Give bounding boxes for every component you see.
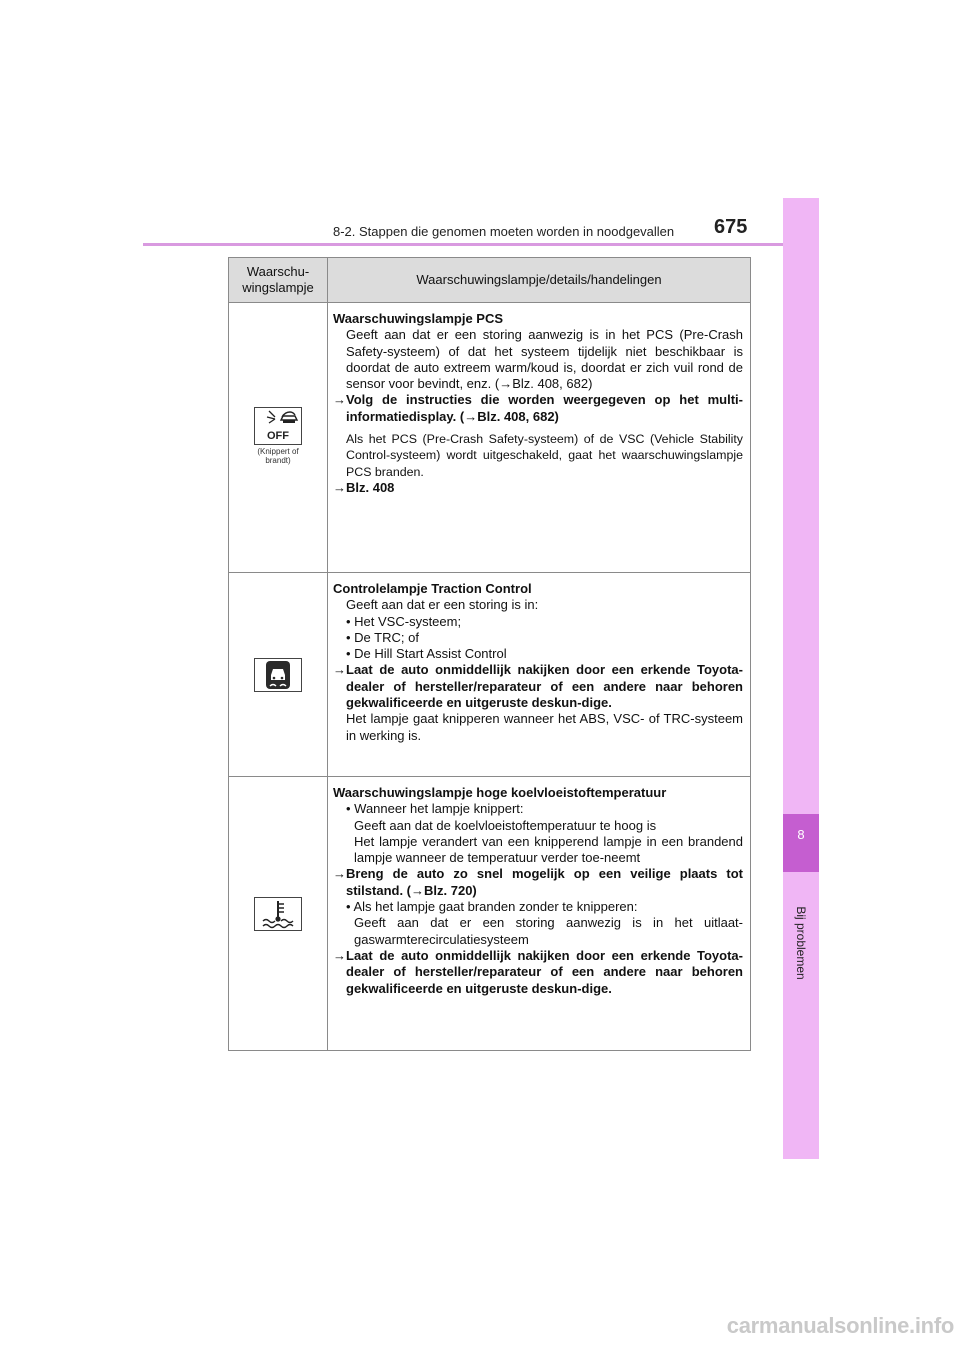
arrow-icon: → [333,479,346,495]
page-number: 675 [714,216,748,238]
arrow-icon: → [333,866,346,882]
note-reference-text: Blz. 408 [346,479,395,495]
header-divider [143,243,819,246]
lamp-note: Als het PCS (Pre-Crash Safety-systeem) of de VSC (Vehicle Stability Control-systeem) wordt uitgeschakeld, gaat het waarschuwingslampje PCS branden. [346,432,743,479]
lamp-description: Geeft aan dat er een storing aanwezig is in het uitlaat-gaswarmterecirculatiesysteem [354,915,743,947]
lamp-title: Controlelampje Traction Control [333,581,532,596]
warning-lamp-table [228,257,751,1051]
lamp-cell [229,303,328,573]
details-cell [328,303,751,573]
arrow-icon: → [333,662,346,678]
pcs-off-icon [254,407,302,445]
pcs-off-label: OFF [267,430,289,442]
list-item: • Als het lampje gaat branden zonder te knipperen: [346,899,638,915]
section-title: 8-2. Stappen die genomen moeten worden in noodgevallen [333,224,675,239]
table-row [229,777,751,1051]
lamp-title: Waarschuwingslampje PCS [333,311,504,326]
action-instruction [333,948,743,997]
details-cell [328,573,751,777]
lamp-description: Geeft aan dat er een storing aanwezig is in het PCS (Pre-Crash Safety-systeem) of dat het systeem tijdelijk niet beschikbaar is doordat de auto extreem warm/koud is, doordat er zich vuil rond de sensor voor bevindt, enz. (→Blz. 408, 682) [346,327,743,392]
list-item: • Wanneer het lampje knippert: [346,801,524,817]
action-text: Laat de auto onmiddellijk nakijken door een erkende Toyota-dealer of hersteller/reparateur of een andere naar behoren gekwalificeerde en uitgeruste deskun-dige. [346,947,743,996]
action-instruction [333,392,743,425]
table-row [229,573,751,777]
watermark: carmanualsonline.info [726,1313,954,1338]
chapter-number-box [783,814,819,872]
lamp-cell [229,777,328,1051]
lamp-cell [229,573,328,777]
coolant-temperature-icon [254,897,302,931]
action-instruction [333,866,743,899]
column-header-lamp: Waarschu- wingslampje [229,258,328,303]
lamp-description: Geeft aan dat de koelvloeistoftemperatuur te hoog is [354,817,657,833]
column-header-details: Waarschuwingslampje/details/handelingen [328,258,751,303]
action-text: Breng de auto zo snel mogelijk op een veilige plaats tot stilstand. (→Blz. 720) [346,866,743,898]
list-item: • Het VSC-systeem; [346,613,462,629]
lamp-caption: (Knippert of brandt) [257,447,299,465]
action-text: Volg de instructies die worden weergegeven op het multi-informatiedisplay. (→Blz. 408, 682) [346,392,743,424]
lamp-description: Geeft aan dat er een storing is in: [346,597,539,613]
lamp-description: Het lampje verandert van een knipperend lampje in een brandend lampje wanneer de temperatuur verder toe-neemt [354,833,743,866]
note-reference [333,480,743,496]
arrow-icon: → [333,392,346,408]
traction-control-icon [254,658,302,692]
list-item: • De Hill Start Assist Control [346,646,507,662]
details-cell [328,777,751,1051]
table-row [229,303,751,573]
action-text: Laat de auto onmiddellijk nakijken door een erkende Toyota-dealer of hersteller/reparateur of een andere naar behoren gekwalificeerde en uitgeruste deskun-dige. [346,662,743,711]
table-header-row [229,258,751,303]
lamp-extra-note: Het lampje gaat knipperen wanneer het ABS, VSC- of TRC-systeem in werking is. [346,711,743,743]
list-item: • De TRC; of [346,629,419,645]
action-instruction [333,662,743,711]
lamp-title: Waarschuwingslampje hoge koelvloeistoftemperatuur [333,785,667,800]
arrow-icon: → [333,947,346,963]
chapter-label: Bij problemen [794,906,808,980]
chapter-side-tab[interactable] [783,198,819,1159]
chapter-number: 8 [797,827,805,842]
